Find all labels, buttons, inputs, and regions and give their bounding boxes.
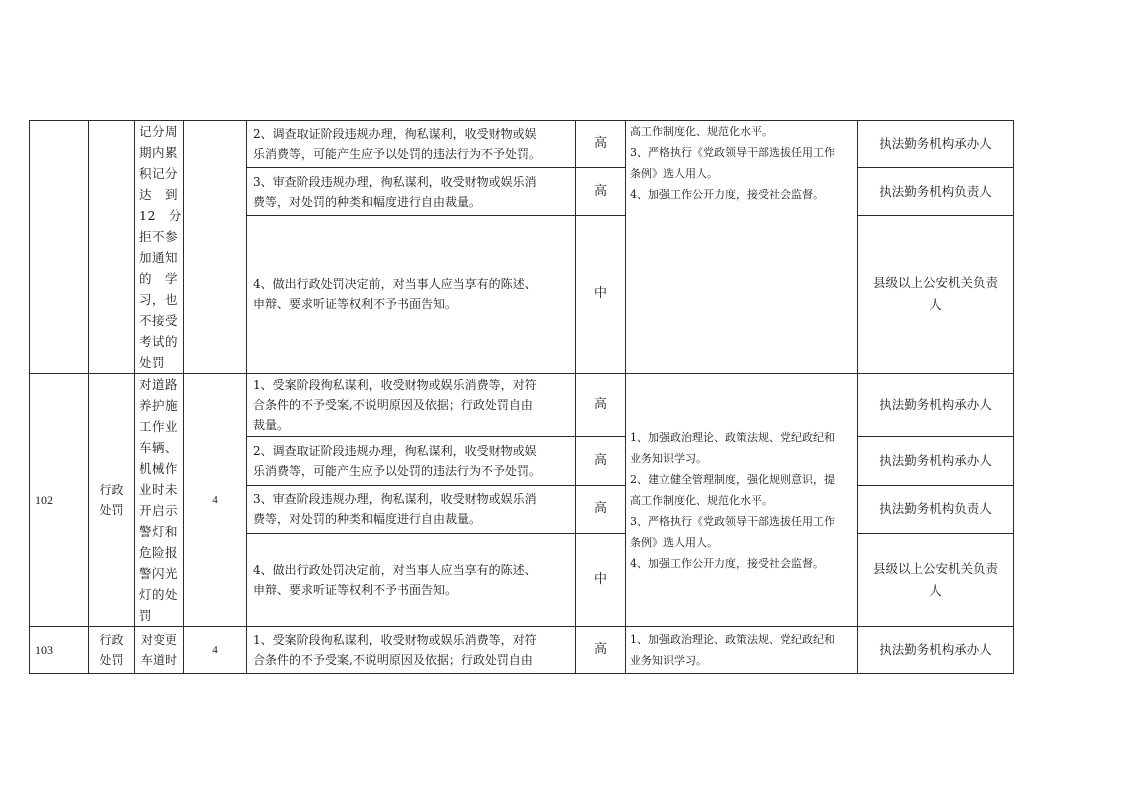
table-row (30, 121, 1014, 168)
risk-point-cell: 1、受案阶段徇私谋利，收受财物或娱乐消费等，对符 合条件的不予受案,不说明原因及依据；行政处罚自由 裁量。 (247, 374, 576, 437)
risk-level-cell: 高 (576, 121, 626, 168)
risk-count-cell: 4 (184, 627, 247, 674)
risk-point-cell: 2、调查取证阶段违规办理，徇私谋利，收受财物或娱 乐消费等，可能产生应予以处罚的违法行为不予处罚。 (247, 436, 576, 485)
risk-point-cell: 1、受案阶段徇私谋利，收受财物或娱乐消费等，对符 合条件的不予受案,不说明原因及依据；行政处罚自由 (247, 627, 576, 674)
table-row (30, 374, 1014, 437)
category-cell (89, 121, 135, 374)
risk-level-cell: 高 (576, 168, 626, 215)
risk-count-cell: 4 (184, 374, 247, 627)
category-cell: 行政 处罚 (89, 374, 135, 627)
risk-level-cell: 高 (576, 627, 626, 674)
responsible-person-cell: 县级以上公安机关负责 人 (858, 215, 1014, 373)
risk-count-cell (184, 121, 247, 374)
risk-point-cell: 4、做出行政处罚决定前，对当事人应当享有的陈述、 申辩、要求听证等权利不予书面告知。 (247, 215, 576, 373)
risk-level-cell: 高 (576, 436, 626, 485)
item-name-cell: 对道路 养护施 工作业 车辆、 机械作 业时未 开启示 警灯和 危险报 警闪光 灯的处 罚 (135, 374, 184, 627)
responsible-person-cell: 执法勤务机构承办人 (858, 374, 1014, 437)
risk-table (29, 120, 1014, 674)
risk-point-cell: 4、做出行政处罚决定前，对当事人应当享有的陈述、 申辩、要求听证等权利不予书面告知。 (247, 533, 576, 627)
item-name-cell: 记分周 期内累 积记分 达 到 12 分 拒不参 加通知 的 学 习，也 不接受 考试的 处罚 (135, 121, 184, 374)
table-row (30, 627, 1014, 674)
risk-point-cell: 3、审查阶段违规办理，徇私谋利，收受财物或娱乐消 费等，对处罚的种类和幅度进行自由裁量。 (247, 485, 576, 533)
risk-point-cell: 2、调查取证阶段违规办理，徇私谋利，收受财物或娱 乐消费等，可能产生应予以处罚的违法行为不予处罚。 (247, 121, 576, 168)
responsible-person-cell: 执法勤务机构负责人 (858, 485, 1014, 533)
category-cell: 行政 处罚 (89, 627, 135, 674)
responsible-person-cell: 执法勤务机构承办人 (858, 121, 1014, 168)
responsible-person-cell: 执法勤务机构承办人 (858, 436, 1014, 485)
item-name-cell: 对变更 车道时 (135, 627, 184, 674)
prevention-measures-cell: 1、加强政治理论、政策法规、党纪政纪和 业务知识学习。 (626, 627, 858, 674)
responsible-person-cell: 执法勤务机构负责人 (858, 168, 1014, 215)
row-number-cell: 103 (30, 627, 89, 674)
prevention-measures-cell: 1、加强政治理论、政策法规、党纪政纪和 业务知识学习。 2、建立健全管理制度，强化规则意识，提 高工作制度化、规范化水平。 3、严格执行《党政领导干部选拔任用工作 条例》选人用人。 4、加强工作公开力度，接受社会监督。 (626, 374, 858, 627)
responsible-person-cell: 执法勤务机构承办人 (858, 627, 1014, 674)
risk-level-cell: 中 (576, 533, 626, 627)
risk-level-cell: 高 (576, 485, 626, 533)
risk-point-cell: 3、审查阶段违规办理，徇私谋利，收受财物或娱乐消 费等，对处罚的种类和幅度进行自由裁量。 (247, 168, 576, 215)
row-number-cell (30, 121, 89, 374)
risk-level-cell: 高 (576, 374, 626, 437)
risk-level-cell: 中 (576, 215, 626, 373)
prevention-measures-cell: 高工作制度化、规范化水平。 3、严格执行《党政领导干部选拔任用工作 条例》选人用人。 4、加强工作公开力度，接受社会监督。 (626, 121, 858, 374)
row-number-cell: 102 (30, 374, 89, 627)
responsible-person-cell: 县级以上公安机关负责 人 (858, 533, 1014, 627)
